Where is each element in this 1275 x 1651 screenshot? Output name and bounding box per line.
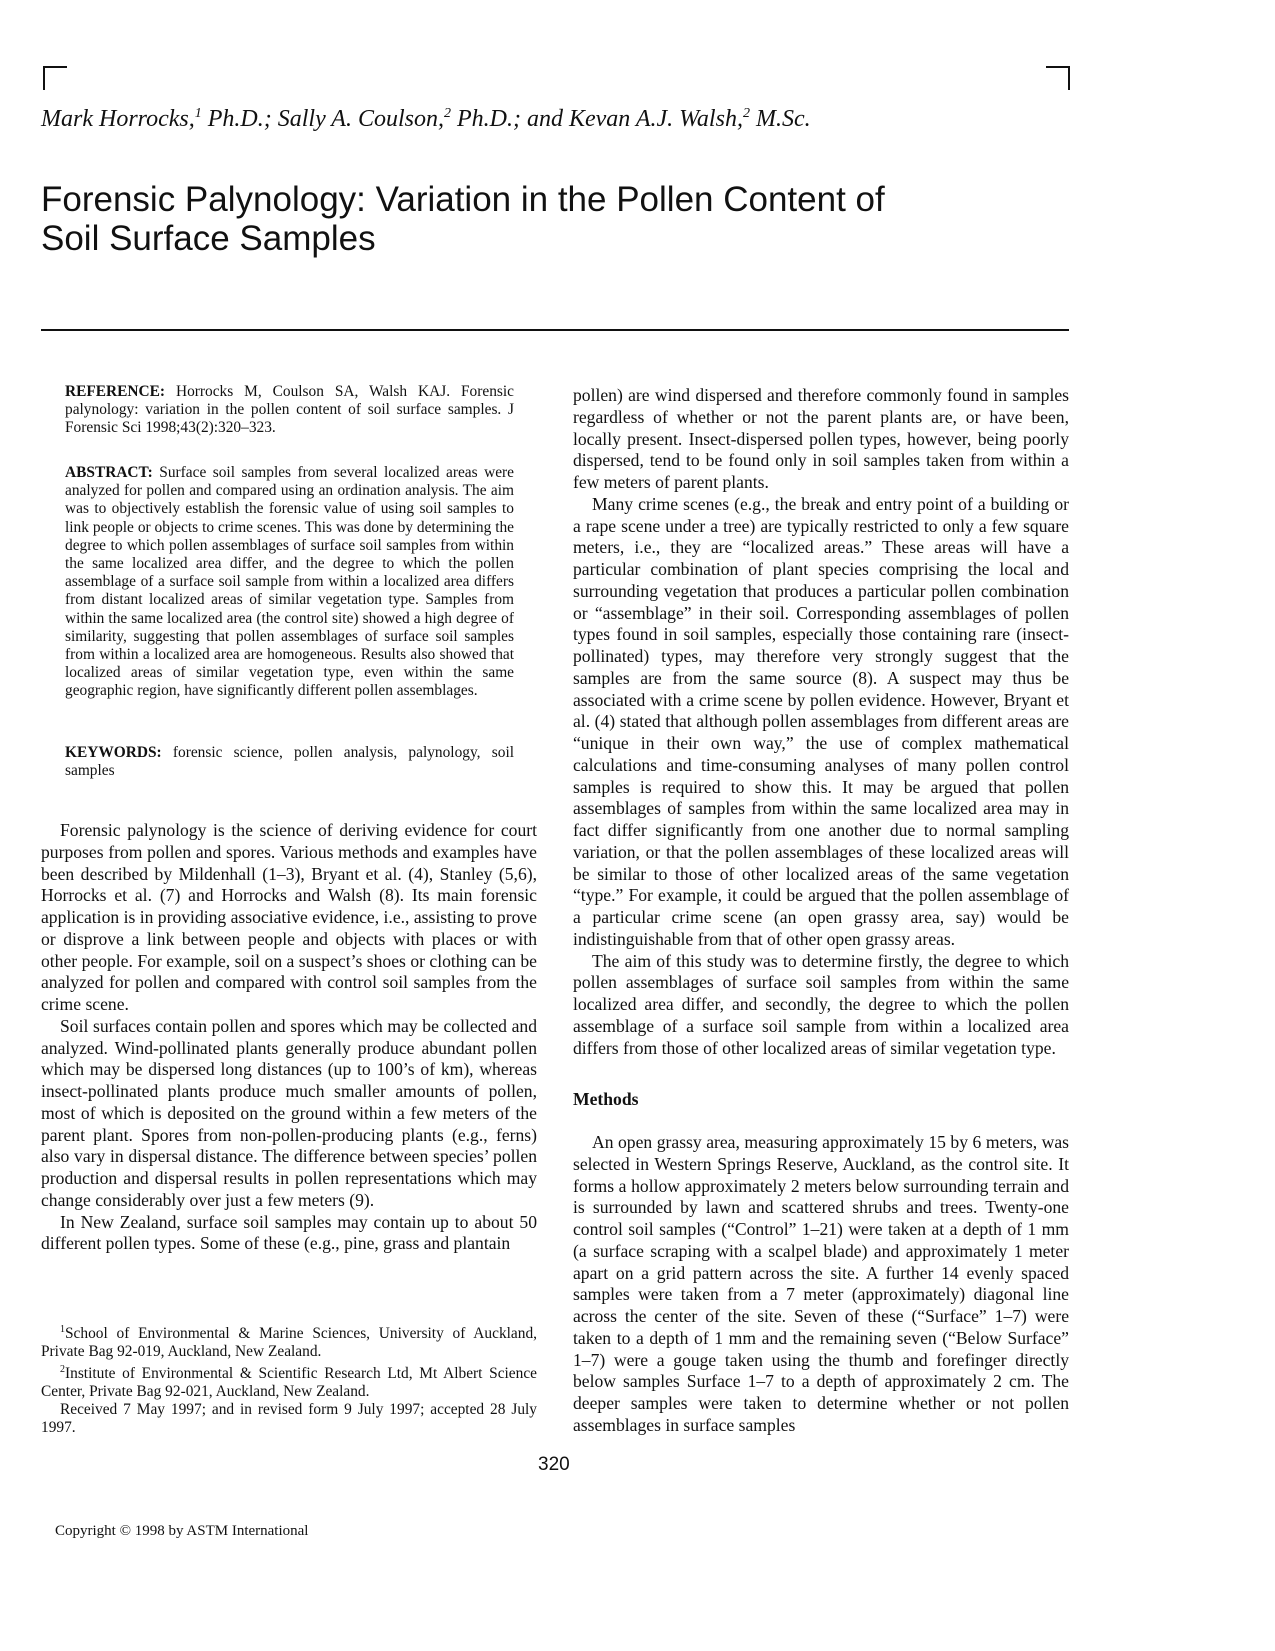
author-name: Sally A. Coulson, xyxy=(277,106,444,132)
author-degree: Ph.D.; xyxy=(201,106,278,132)
paper-title xyxy=(41,180,1041,258)
body-paragraph: Forensic palynology is the science of deriving evidence for court purposes from pollen and spores. Various methods and examples have been described by Mildenhall (1–3), Bryant et al. (4), Stanley (5,6), Horrocks et al. (7) and Horrocks and Walsh (8). Its main forensic application is in providing associative evidence, i.e., assisting to prove or disprove a link between people and objects with places or with other people. For example, soil on a suspect’s shoes or clothing can be analyzed for pollen and compared with control soil samples from the crime scene. xyxy=(41,820,537,1014)
footnote xyxy=(41,1321,537,1361)
author-name: Mark Horrocks, xyxy=(41,106,195,132)
left-column xyxy=(41,820,537,1255)
footnote-text: Institute of Environmental & Scientific Research Ltd, Mt Albert Science Center, Private Bag 92-021, Auckland, New Zealand. xyxy=(41,1365,537,1401)
title-divider xyxy=(41,329,1069,331)
footnote-text: School of Environmental & Marine Sciences, University of Auckland, Private Bag 92-019, Auckland, New Zealand. xyxy=(41,1325,537,1361)
footnote xyxy=(41,1361,537,1401)
keywords-label: KEYWORDS: xyxy=(65,744,162,761)
page-number: 320 xyxy=(538,1454,570,1475)
body-paragraph: An open grassy area, measuring approximately 15 by 6 meters, was selected in Western Springs Reserve, Auckland, as the control site. It forms a hollow approximately 2 meters below surrounding terrain and is surrounded by lawn and scattered shrubs and trees. Twenty-one control soil samples (“Control” 1–21) were taken at a depth of 1 mm (a surface scraping with a scalpel blade) and approximately 1 meter apart on a grid pattern across the site. A further 14 evenly spaced samples were taken from a 7 meter (approximately) diagonal line across the center of the site. Seven of these (“Surface” 1–7) were taken to a depth of 1 mm and the remaining seven (“Below Surface” 1–7) were a gouge taken using the thumb and forefinger directly below samples Surface 1–7 to a depth of approximately 2 cm. The deeper samples were taken to determine whether or not pollen assemblages in surface samples xyxy=(573,1132,1069,1435)
abstract-block xyxy=(65,464,514,701)
footnotes xyxy=(41,1321,537,1437)
crop-mark-top-left xyxy=(43,66,67,90)
section-heading-methods: Methods xyxy=(573,1089,639,1110)
right-column xyxy=(573,385,1069,1437)
reference-label: REFERENCE: xyxy=(65,383,166,400)
body-paragraph: pollen) are wind dispersed and therefore commonly found in samples regardless of whether or not the parent plants are, or have been, locally present. Insect-dispersed pollen types, however, being poorly dispersed, tend to be found only in soil samples taken from within a few meters of parent plants. xyxy=(573,385,1069,492)
body-paragraph: In New Zealand, surface soil samples may contain up to about 50 different pollen types. Some of these (e.g., pine, grass and plantain xyxy=(41,1211,537,1254)
footnote-mark: 2 xyxy=(60,1364,65,1376)
affiliation-mark: 2 xyxy=(443,106,451,121)
crop-mark-top-right xyxy=(1046,66,1070,90)
affiliation-mark: 2 xyxy=(742,106,750,121)
author-line xyxy=(41,106,811,133)
footnote-mark: 1 xyxy=(60,1324,65,1335)
title-line: Soil Surface Samples xyxy=(41,219,376,258)
body-paragraph: The aim of this study was to determine firstly, the degree to which pollen assemblages of surface soil samples from within the same localized area differ, and secondly, the degree to which the pollen assemblage of a surface soil sample from within a localized area differs from those of other localized areas of similar vegetation type. xyxy=(573,950,1069,1058)
reference-text: Horrocks M, Coulson SA, Walsh KAJ. Forensic palynology: variation in the pollen content of soil surface samples. J Forensic Sci 1998;43(2):320–323. xyxy=(65,383,514,437)
abstract-text: Surface soil samples from several localized areas were analyzed for pollen and compared using an ordination analysis. The aim was to objectively establish the forensic value of using soil samples to link people or objects to crime scenes. This was done by determining the degree to which pollen assemblages of surface soil samples from within the same localized area differ, and the degree to which the pollen assemblage of a surface soil sample from within a localized area differs from distant localized areas of similar vegetation type. Samples from within the same localized area (the control site) showed a high degree of similarity, suggesting that pollen assemblages of surface soil samples from within a localized area are homogeneous. Results also showed that localized areas of similar vegetation type, even within the same geographic region, have significantly different pollen assemblages. xyxy=(65,464,514,700)
reference-block xyxy=(65,383,514,438)
author-degree: M.Sc. xyxy=(749,106,811,132)
body-paragraph: Soil surfaces contain pollen and spores which may be collected and analyzed. Wind-pollinated plants generally produce abundant pollen which may be dispersed long distances (up to 100’s of km), whereas insect-pollinated plants produce much smaller amounts of pollen, most of which is deposited on the ground within a few meters of the parent plant. Spores from non-pollen-producing plants (e.g., ferns) also vary in dispersal distance. The difference between species’ pollen production and dispersal results in pollen representations which may change considerably over just a few meters (9). xyxy=(41,1015,537,1210)
affiliation-mark: 1 xyxy=(194,106,202,121)
copyright-notice: Copyright © 1998 by ASTM International xyxy=(55,1523,309,1539)
title-line: Forensic Palynology: Variation in the Pollen Content of xyxy=(41,180,885,219)
footnote xyxy=(41,1401,537,1437)
keywords-block xyxy=(65,744,514,780)
author-name: Kevan A.J. Walsh, xyxy=(568,106,743,132)
footnote-text: Received 7 May 1997; and in revised form 9 July 1997; accepted 28 July 1997. xyxy=(41,1401,537,1437)
body-paragraph: Many crime scenes (e.g., the break and entry point of a building or a rape scene under a tree) are typically restricted to only a few square meters, i.e., they are “localized areas.” These areas will have a particular combination of plant species comprising the local and surrounding vegetation that produces a particular pollen combination or “assemblage” in their soil. Corresponding assemblages of pollen types found in soil samples, especially those containing rare (insect-pollinated) types, may therefore very strongly suggest that the samples are from the same source (8). A suspect may thus be associated with a crime scene by pollen evidence. However, Bryant et al. (4) stated that although pollen assemblages from different areas are “unique in their own way,” the use of complex mathematical calculations and time-consuming analyses of many pollen control samples is required to show this. It may be argued that pollen assemblages of samples from within the same localized area may in fact differ significantly from one another due to normal sampling variation, or that the pollen assemblages of these localized areas will be similar to those of other localized areas of the same vegetation “type.” For example, it could be argued that the pollen assemblage of a particular crime scene (an open grassy area, say) would be indistinguishable from that of other open grassy areas. xyxy=(573,493,1069,949)
abstract-label: ABSTRACT: xyxy=(65,464,153,481)
keywords-text: forensic science, pollen analysis, palynology, soil samples xyxy=(65,744,514,780)
author-degree: Ph.D.; and xyxy=(450,106,569,132)
